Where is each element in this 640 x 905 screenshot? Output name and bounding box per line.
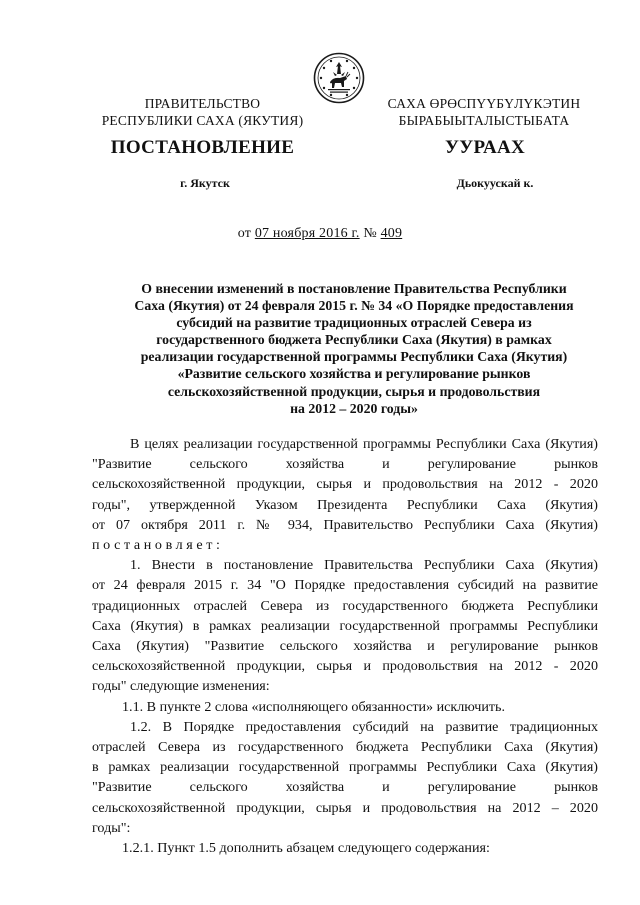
number-prefix: № (359, 226, 381, 241)
body-line: 1.2. В Порядке предоставления субсидий на развитие традиционных (130, 718, 598, 735)
org-name-line: ПРАВИТЕЛЬСТВО (144, 96, 261, 111)
city-russian: г. Якутск (180, 176, 230, 190)
title-line: субсидий на развитие традиционных отраслей Севера из (176, 315, 532, 331)
body-line: годы", утвержденной Указом Президента Республики Саха (Якутия) (92, 496, 598, 513)
title-line: О внесении изменений в постановление Правительства Республики (141, 281, 567, 296)
date-and-number (0, 226, 640, 242)
date-prefix: от (237, 226, 255, 241)
coat-of-arms-icon (313, 52, 365, 104)
body-line: постановляет: (92, 537, 224, 554)
body-line: сельскохозяйственной продукции, сырья и продовольствия на 2012 - 2020 (92, 476, 598, 493)
org-name-line: САХА ӨРӨСПҮҮБҮЛҮКЭТИН (387, 96, 581, 111)
title-line: на 2012 – 2020 годы» (290, 400, 418, 416)
org-name-russian (95, 95, 310, 129)
title-line: «Развитие сельского хозяйства и регулирование рынков (177, 366, 531, 382)
body-line: в рамках реализации государственной программы Республики Саха (Якутия) (92, 759, 598, 776)
body-line: годы" следующие изменения: (92, 678, 270, 695)
title-line: Саха (Якутия) от 24 февраля 2015 г. № 34 «О Порядке предоставления (134, 298, 574, 314)
body-line: В целях реализации государственной программы Республики Саха (Якутия) (130, 436, 598, 452)
body-line: 1. Внести в постановление Правительства Республики Саха (Якутия) (130, 557, 598, 574)
body-line: "Развитие сельского хозяйства и регулирование рынков (92, 456, 598, 473)
document-title (104, 280, 604, 417)
document-date: 07 ноября 2016 г. (254, 226, 360, 241)
body-line: отраслей Севера из государственного бюджета Республики Саха (Якутия) (92, 739, 598, 756)
body-line: годы": (92, 819, 131, 836)
body-line: от 24 февраля 2015 г. 34 "О Порядке предоставления субсидий на развитие (92, 577, 598, 594)
doc-type-yakut: УУРААХ (444, 137, 526, 158)
org-name-line: РЕСПУБЛИКИ САХА (ЯКУТИЯ) (101, 113, 304, 128)
document-number: 409 (380, 226, 403, 241)
body-line: сельскохозяйственной продукции, сырья и продовольствия на 2012 - 2020 (92, 658, 598, 675)
org-name-line: БЫРАБЫЫТАЛЫСТЫБАТА (398, 113, 570, 128)
body-line: сельскохозяйственной продукции, сырья и продовольствия на 2012 – 2020 (92, 799, 598, 816)
body-line: 1.2.1. Пункт 1.5 дополнить абзацем следующего содержания: (122, 840, 490, 857)
city-yakut: Дьокуускай к. (456, 176, 534, 190)
doc-type-russian: ПОСТАНОВЛЕНИЕ (110, 137, 295, 158)
document-body (92, 434, 598, 858)
body-line: 1.1. В пункте 2 слова «исполняющего обязанности» исключить. (122, 698, 506, 715)
title-line: сельскохозяйственной продукции, сырья и продовольствия (167, 383, 541, 399)
body-line: от 07 октября 2011 г. № 934, Правительство Республики Саха (Якутия) (92, 516, 598, 533)
body-line: Саха (Якутия) "Развитие сельского хозяйства и регулирование рынков (92, 638, 598, 655)
body-line: Саха (Якутия) в рамках реализации государственной программы Республики (92, 617, 598, 634)
org-name-yakut (366, 95, 602, 129)
body-line: "Развитие сельского хозяйства и регулирование рынков (92, 779, 598, 796)
title-line: государственного бюджета Республики Саха (Якутия) в рамках (156, 332, 552, 348)
title-line: реализации государственной программы Республики Саха (Якутия) (140, 349, 568, 365)
body-line: традиционных отраслей Севера из государственного бюджета Республики (92, 597, 598, 614)
